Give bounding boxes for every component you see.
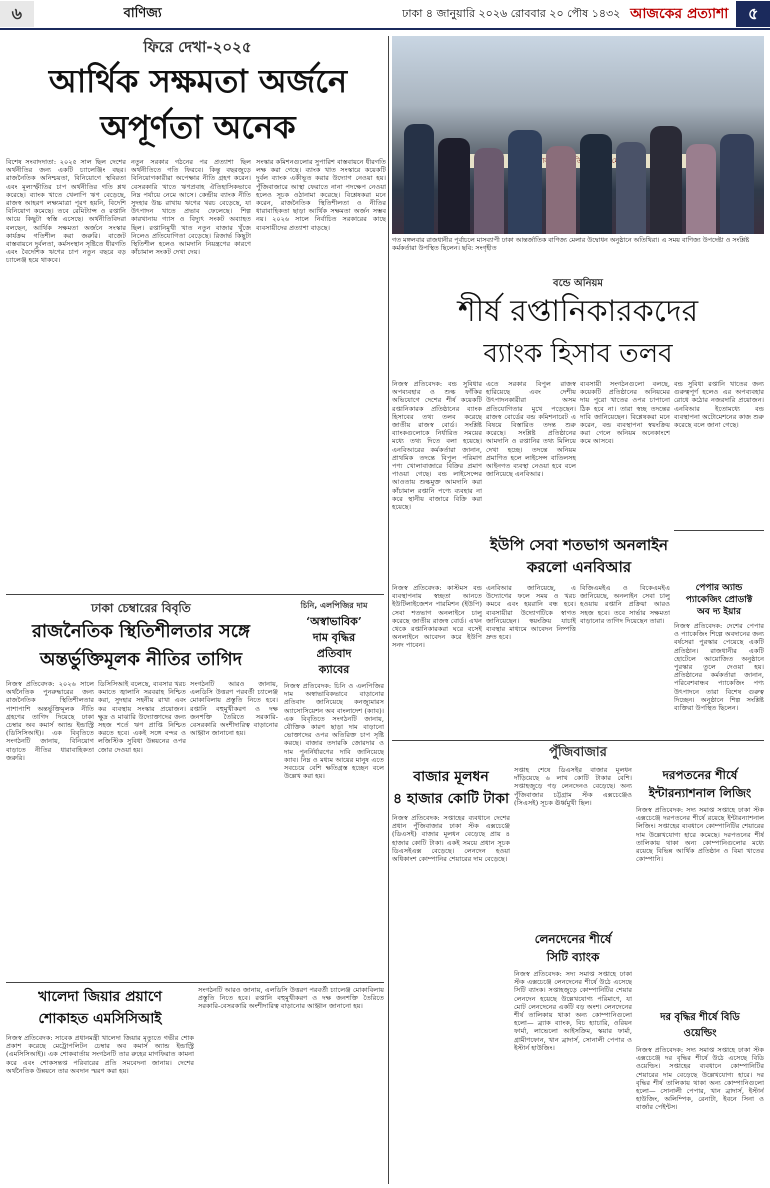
ribbon-banner: ঢাকা xyxy=(452,154,712,168)
story4-body-column-1: নিজস্ব প্রতিবেদক: ২০২৬ সালে অর্থনৈতিক পুনরুদ্ধারের জন্য রাজনৈতিক স্থিতিশীলতার পাশাপাশি অন্তর্ভুক্তিমূলক নীতি গ্রহণের তাগিদ দিয়েছে ঢাকা চেম্বার অব কমার্স অ্যান্ড ইন্ডাস্ট্রি (ডিসিসিআই)। এক বিবৃতিতে সংগঠনটি জানায়, বিনিয়োগ বাড়াতে নীতির ধারাবাহিকতা জরুরি। xyxy=(6,680,94,762)
riser-headline-line-1: দর বৃদ্ধির শীর্ষে বিডি xyxy=(660,1012,740,1023)
story3-body-column-2: এনবিআর জানিয়েছে, এ উদ্যোগের ফলে সময় ও খরচ কমবে এবং হয়রানি বন্ধ হবে। ব্যবসায়ীরা উদ্যোগটিকে স্বাগত জানিয়েছেন। স্বয়ংক্রিয় যাচাই ব্যবস্থার মাধ্যমে আবেদন নিষ্পত্তি দ্রুত হবে। xyxy=(486,584,576,642)
story4-body-column-2: ডিসিসিআই বলেছে, ব্যবসার খরচ কমাতে জ্বালানি সরবরাহ নিশ্চিত করা, সুদহার সহনীয় রাখা এবং কর ব্যবস্থায় সংস্কার প্রয়োজন। ক্ষুদ্র ও মাঝারি উদ্যোক্তাদের জন্য সহজ শর্তে ঋণ প্রাপ্তি নিশ্চিত করতে হবে। একই সঙ্গে বন্দর ও লজিস্টিক সুবিধা উন্নয়নের ওপর জোর দেওয়া হয়। xyxy=(98,680,186,754)
faller-headline-line-1: দরপতনের শীর্ষে xyxy=(662,768,738,782)
story4-headline-line-1: রাজনৈতিক স্থিতিশীলতার সঙ্গে xyxy=(32,621,250,642)
lead-body-column-1: বিশেষ সংবাদদাতা: ২০২৫ সাল ছিল দেশের অর্থনীতির জন্য একটি চ্যালেঞ্জিং বছর। রাজনৈতিক অনিশ্চয়তা, বিনিয়োগে স্থবিরতা এবং মূল্যস্ফীতির চাপ অর্থনীতির গতি শ্লথ করেছে। ব্যাংক খাতে খেলাপি ঋণ বেড়েছে, রাজস্ব আহরণ লক্ষ্যমাত্রা পূরণ হয়নি, বিদেশি বিনিয়োগ কমেছে। তবে রেমিট্যান্স ও রপ্তানি আয়ে কিছুটা স্বস্তি এসেছে। অর্থনীতিবিদরা বলছেন, আর্থিক সক্ষমতা অর্জনে সংস্কার কার্যক্রম গতিশীল করা জরুরি। বাজেট বাস্তবায়নে দুর্বলতা, কর্মসংস্থান সৃষ্টিতে ধীরগতি এবং বৈদেশিক ঋণের চাপ নতুন বছরে বড় চ্যালেঞ্জ হয়ে থাকবে। xyxy=(6,158,126,265)
faller-headline-line-2: ইন্টারন্যাশনাল লিজিং xyxy=(648,786,752,800)
page-number-left: ৬ xyxy=(0,1,34,27)
story3-body-column-1: নিজস্ব প্রতিবেদক: কাস্টমস বন্ড ব্যবস্থাপনায় স্বচ্ছতা আনতে ইউটিলাইজেশন পারমিশন (ইউপি) সেবা শতভাগ অনলাইনে চালু করেছে জাতীয় রাজস্ব বোর্ড। এখন থেকে রপ্তানিকারকরা ঘরে বসেই অনলাইনে আবেদন করে ইউপি সনদ পাবেন। xyxy=(392,584,482,650)
lead-body-column-3: সংস্কার কমিশনগুলোর সুপারিশ বাস্তবায়নে ধীরগতি লক্ষ করা গেছে। ব্যাংক খাত সংস্কারে কয়েকটি দুর্বল ব্যাংক একীভূত করার উদ্যোগ নেওয়া হয়। পুঁজিবাজারে আস্থা ফেরাতে নানা পদক্ষেপ নেওয়া হলেও সূচক ওঠানামা করেছে। বিশ্লেষকরা মনে করেন, রাজনৈতিক স্থিতিশীলতা ও নীতির ধারাবাহিকতা ছাড়া আর্থিক সক্ষমতা অর্জন সম্ভব নয়। ২০২৬ সালে নির্বাচিত সরকারের কাছে ব্যবসায়ীদের প্রত্যাশা বাড়ছে। xyxy=(256,158,386,232)
market-headline-line-2: ৪ হাজার কোটি টাকা xyxy=(392,791,510,807)
story5-kicker: চিনি, এলপিজির দাম xyxy=(300,601,368,610)
market-body-column-1: নিজস্ব প্রতিবেদক: সপ্তাহের ব্যবধানে দেশের প্রধান পুঁজিবাজার ঢাকা স্টক এক্সচেঞ্জে (ডিএসই) বাজার মূলধন বেড়েছে প্রায় ৪ হাজার কোটি টাকা। একই সময়ে প্রধান সূচক ডিএসইএক্স বেড়েছে। লেনদেন হওয়া অধিকাংশ কোম্পানির শেয়ারের দাম বেড়েছে। xyxy=(392,814,510,864)
column-rule-main xyxy=(388,36,389,1184)
txn-headline-line-2: সিটি ব্যাংক xyxy=(546,950,600,964)
txn-body: নিজস্ব প্রতিবেদক: সদ্য সমাপ্ত সপ্তাহে ঢাকা স্টক এক্সচেঞ্জে লেনদেনের শীর্ষে উঠে এসেছে সিটি ব্যাংক। সপ্তাহজুড়ে কোম্পানিটির শেয়ার লেনদেন হয়েছে উল্লেখযোগ্য পরিমাণে, যা মোট লেনদেনের একটি বড় অংশ। লেনদেনের শীর্ষ তালিকায় থাকা অন্য কোম্পানিগুলো হলো— ব্র্যাক ব্যাংক, বিচ হ্যাচারি, ওরিয়ন ফার্মা, লাভেলো আইসক্রিম, স্কয়ার ফার্মা, গ্রামীণফোন, খান ব্রাদার্স, সোনালী পেপার ও ইস্টার্ন হাউজিং। xyxy=(514,970,632,1052)
page-number-right: ৫ xyxy=(736,1,770,27)
dateline: ঢাকা ৪ জানুয়ারি ২০২৬ রোববার ২০ পৌষ ১৪৩২ xyxy=(402,6,621,20)
riser-body: নিজস্ব প্রতিবেদক: সদ্য সমাপ্ত সপ্তাহে ঢাকা স্টক এক্সচেঞ্জে দর বৃদ্ধির শীর্ষে উঠে এসেছে বিডি ওয়েল্ডিং। সপ্তাহের ব্যবধানে কোম্পানিটির শেয়ারের দাম বেড়েছে উল্লেখযোগ্য হারে। দর বৃদ্ধির শীর্ষ তালিকায় থাকা অন্য কোম্পানিগুলো হলো— সোনালী পেপার, খান ব্রাদার্স, ইস্টার্ন হাউজিং, অলিম্পিক, রেনাটা, ইবনে সিনা ও বার্জার পেইন্টস। xyxy=(636,1046,764,1112)
market-divider xyxy=(392,740,764,741)
story4-headline-line-2: অন্তর্ভুক্তিমূলক নীতির তাগিদ xyxy=(39,649,243,670)
faller-body: নিজস্ব প্রতিবেদক: সদ্য সমাপ্ত সপ্তাহে ঢাকা স্টক এক্সচেঞ্জে দরপতনের শীর্ষে রয়েছে ইন্টারন্যাশনাল লিজিং। সপ্তাহের ব্যবধানে কোম্পানিটির শেয়ারের দাম উল্লেখযোগ্য হারে কমেছে। দরপতনের শীর্ষ তালিকায় থাকা অন্য কোম্পানিগুলোর মধ্যে রয়েছে বিভিন্ন আর্থিক প্রতিষ্ঠান ও বিমা খাতের কোম্পানি। xyxy=(636,806,764,864)
market-section-label: পুঁজিবাজার xyxy=(549,745,607,760)
section-name: বাণিজ্য xyxy=(123,5,162,21)
story4-body-column-3: সংগঠনটি আরও জানায়, এলডিসি উত্তরণ পরবর্তী চ্যালেঞ্জ মোকাবিলায় প্রস্তুতি নিতে হবে। রপ্তানি বহুমুখীকরণ ও দক্ষ জনশক্তি তৈরিতে সরকারি-বেসরকারি অংশীদারিত্ব বাড়ানোর আহ্বান জানানো হয়। xyxy=(190,680,278,738)
masthead-logo: আজকের প্রত্যাশা xyxy=(630,6,729,22)
txn-headline-line-1: লেনদেনের শীর্ষে xyxy=(534,932,612,946)
story2-headline-line-2: ব্যাংক হিসাব তলব xyxy=(483,339,673,369)
photo-caption: গত মঙ্গলবার রাজধানীর পূর্বাচলে মাসব্যাপী ঢাকা আন্তর্জাতিক বাণিজ্য মেলার উদ্বোধন অনুষ্ঠানে অতিথিরা। এ সময় বাণিজ্য উপদেষ্টা ও সংশ্লিষ্ট কর্মকর্তারা উপস্থিত ছিলেন। ছবি: সংগৃহীত xyxy=(392,236,750,252)
lead-body-column-2: নতুন সরকার গঠনের পর প্রত্যাশা ছিল অর্থনীতিতে গতি ফিরবে। কিন্তু বছরজুড়ে বিনিয়োগকারীরা অপেক্ষার নীতি গ্রহণ করেন। বেসরকারি খাতে ঋণপ্রবাহ ঐতিহাসিকভাবে নিম্ন পর্যায়ে নেমে আসে। কেন্দ্রীয় ব্যাংক নীতি সুদহার উচ্চ রাখায় ঋণের খরচ বেড়েছে, যা উৎপাদন খাতে প্রভাব ফেলেছে। শিল্প কারখানায় গ্যাস ও বিদ্যুৎ সংকট অব্যাহত ছিল। রপ্তানিমুখী খাত নতুন বাজার খুঁজে নিলেও প্রতিযোগিতা বেড়েছে। রিজার্ভ কিছুটা স্থিতিশীল হলেও আমদানি নিয়ন্ত্রণের কারণে কাঁচামাল সংকট দেখা দেয়। xyxy=(131,158,251,257)
story2-headline-line-1: শীর্ষ রপ্তানিকারকদের xyxy=(457,294,699,329)
story2-body-column-4: বন্ড সুবিধা রপ্তানি খাতের জন্য গুরুত্বপূর্ণ হলেও এর অপব্যবহার রোধে কঠোর নজরদারি প্রয়োজন। এনবিআর ইতোমধ্যে বন্ড ব্যবস্থাপনা অটোমেশনের কাজ শুরু করেছে বলে জানা গেছে। xyxy=(674,380,764,430)
story6-divider xyxy=(6,982,384,983)
story5-headline-line-4: ক্যাবের xyxy=(318,663,350,676)
story6-headline-line-2: শোকাহত এমসিসিআই xyxy=(38,1011,162,1027)
story4-kicker: ঢাকা চেম্বারের বিবৃতি xyxy=(91,601,191,615)
story5-continued-body: সংগঠনটি আরও জানায়, এলডিসি উত্তরণ পরবর্তী চ্যালেঞ্জ মোকাবিলায় প্রস্তুতি নিতে হবে। রপ্তানি বহুমুখীকরণ ও দক্ষ জনশক্তি তৈরিতে সরকারি-বেসরকারি অংশীদারিত্ব বাড়ানোর আহ্বান জানানো হয়। xyxy=(198,986,384,1011)
packaging-headline-line-2: প্যাকেজিং প্রোডাক্ট xyxy=(685,595,753,605)
lead-headline-line-1: আর্থিক সক্ষমতা অর্জনে xyxy=(48,62,348,100)
packaging-body: নিজস্ব প্রতিবেদক: দেশের পেপার ও প্যাকেজিং শিল্পে অবদানের জন্য বর্ষসেরা পুরস্কার পেয়েছে একটি প্রতিষ্ঠান। রাজধানীর একটি হোটেলে আয়োজিত অনুষ্ঠানে পুরস্কার তুলে দেওয়া হয়। প্রতিষ্ঠানের কর্মকর্তারা জানান, পরিবেশবান্ধব প্যাকেজিং পণ্য উৎপাদনে তারা বিশেষ গুরুত্ব দিচ্ছেন। অনুষ্ঠানে শিল্প সংশ্লিষ্ট ব্যক্তিরা উপস্থিত ছিলেন। xyxy=(674,622,764,713)
story3-headline-line-1: ইউপি সেবা শতভাগ অনলাইন xyxy=(489,536,669,554)
packaging-headline-line-3: অব দ্য ইয়ার xyxy=(697,607,741,617)
story2-kicker: বন্ডে অনিয়ম xyxy=(553,278,603,289)
page-header xyxy=(0,0,770,30)
story5-headline-line-2: দাম বৃদ্ধির xyxy=(312,631,356,644)
story3-headline-line-2: করলো এনবিআর xyxy=(526,558,632,576)
story5-body: নিজস্ব প্রতিবেদক: চিনি ও এলপিজির দাম অস্বাভাবিকভাবে বাড়ানোর প্রতিবাদ জানিয়েছে কনজ্যুমারস অ্যাসোসিয়েশন অব বাংলাদেশ (ক্যাব)। এক বিবৃতিতে সংগঠনটি জানায়, যৌক্তিক কারণ ছাড়া দাম বাড়ানো ভোক্তাদের ওপর অতিরিক্ত চাপ সৃষ্টি করছে। বাজার তদারকি জোরদার ও দাম পুনর্নির্ধারণের দাবি জানিয়েছে ক্যাব। নিম্ন ও মধ্যম আয়ের মানুষ এতে সবচেয়ে বেশি ক্ষতিগ্রস্ত হচ্ছেন বলে উল্লেখ করা হয়। xyxy=(284,682,384,781)
story2-body-column-2: এতে সরকার বিপুল রাজস্ব হারিয়েছে এবং দেশীয় উৎপাদনকারীরা অসম প্রতিযোগিতার মুখে পড়েছেন। রাজস্ব বোর্ডের বন্ড কমিশনারেট এ বিষয়ে বিস্তারিত তদন্ত শুরু করেছে। সংশ্লিষ্ট প্রতিষ্ঠানের আমদানি ও রপ্তানির তথ্য মিলিয়ে দেখা হচ্ছে। তদন্তে অনিয়ম প্রমাণিত হলে লাইসেন্স বাতিলসহ আইনগত ব্যবস্থা নেওয়া হবে বলে জানিয়েছে এনবিআর। xyxy=(486,380,576,479)
trade-fair-photo xyxy=(392,36,764,234)
brief-divider xyxy=(674,530,764,531)
packaging-headline-line-1: পেপার অ্যান্ড xyxy=(695,583,743,593)
riser-headline-line-2: ওয়েল্ডিং xyxy=(683,1028,717,1039)
story3-body-column-3: বিজিএমইএ ও বিকেএমইএ জানিয়েছে, অনলাইন সেবা চালু হওয়ায় রপ্তানি প্রক্রিয়া আরও সহজ হবে। তবে সার্ভার সক্ষমতা বাড়ানোর তাগিদ দিয়েছেন তারা। xyxy=(580,584,670,625)
lead-kicker: ফিরে দেখা-২০২৫ xyxy=(143,38,252,56)
story6-body: নিজস্ব প্রতিবেদক: সাবেক প্রধানমন্ত্রী খালেদা জিয়ার মৃত্যুতে গভীর শোক প্রকাশ করেছে মেট্রোপলিটন চেম্বার অব কমার্স অ্যান্ড ইন্ডাস্ট্রি (এমসিসিআই)। এক শোকবার্তায় সংগঠনটি তার রুহের মাগফিরাত কামনা করে এবং শোকসন্তপ্ত পরিবারের প্রতি সমবেদনা জানায়। দেশের অর্থনৈতিক উন্নয়নে তার অবদান স্মরণ করা হয়। xyxy=(6,1034,194,1075)
story2-body-column-1: নিজস্ব প্রতিবেদক: বন্ড সুবিধার অপব্যবহার ও শুল্ক ফাঁকির অভিযোগে দেশের শীর্ষ কয়েকটি রপ্তানিকারক প্রতিষ্ঠানের ব্যাংক হিসাবের তথ্য তলব করেছে জাতীয় রাজস্ব বোর্ড। সংশ্লিষ্ট ব্যাংকগুলোকে নির্ধারিত সময়ের মধ্যে তথ্য দিতে বলা হয়েছে। এনবিআরের কর্মকর্তারা জানান, প্রাথমিক তদন্তে বিপুল পরিমাণ পণ্য খোলাবাজারে বিক্রির প্রমাণ পাওয়া গেছে। বন্ড লাইসেন্সের আওতায় শুল্কমুক্ত আমদানি করা কাঁচামাল রপ্তানি পণ্যে ব্যবহার না করে স্থানীয় বাজারে বিক্রি করা হয়েছে। xyxy=(392,380,482,512)
story6-headline-line-1: খালেদা জিয়ার প্রয়াণে xyxy=(38,989,162,1005)
row-rule-left xyxy=(6,594,384,595)
lead-headline-line-2: অপূর্ণতা অনেক xyxy=(100,108,296,146)
market-headline-line-1: বাজার মূলধন xyxy=(413,769,489,785)
market-body-column-2: সপ্তাহ শেষে ডিএসইর বাজার মূলধন দাঁড়িয়েছে ৬ লাখ কোটি টাকার বেশি। সপ্তাহজুড়ে গড় লেনদেনও বেড়েছে। অন্য পুঁজিবাজার চট্টগ্রাম স্টক এক্সচেঞ্জেও (সিএসই) সূচক ঊর্ধ্বমুখী ছিল। xyxy=(514,766,632,807)
story5-headline-line-3: প্রতিবাদ xyxy=(316,647,352,660)
story2-body-column-3: ব্যবসায়ী সংগঠনগুলো বলছে, কয়েকটি প্রতিষ্ঠানের অনিয়মের দায় পুরো খাতের ওপর চাপানো ঠিক হবে না। তারা স্বচ্ছ তদন্তের দাবি জানিয়েছেন। বিশ্লেষকরা মনে করেন, বন্ড ব্যবস্থাপনা স্বয়ংক্রিয় করা গেলে অনিয়ম অনেকাংশে কমে আসবে। xyxy=(580,380,670,446)
story5-headline-line-1: ‘অস্বাভাবিক’ xyxy=(306,615,362,628)
